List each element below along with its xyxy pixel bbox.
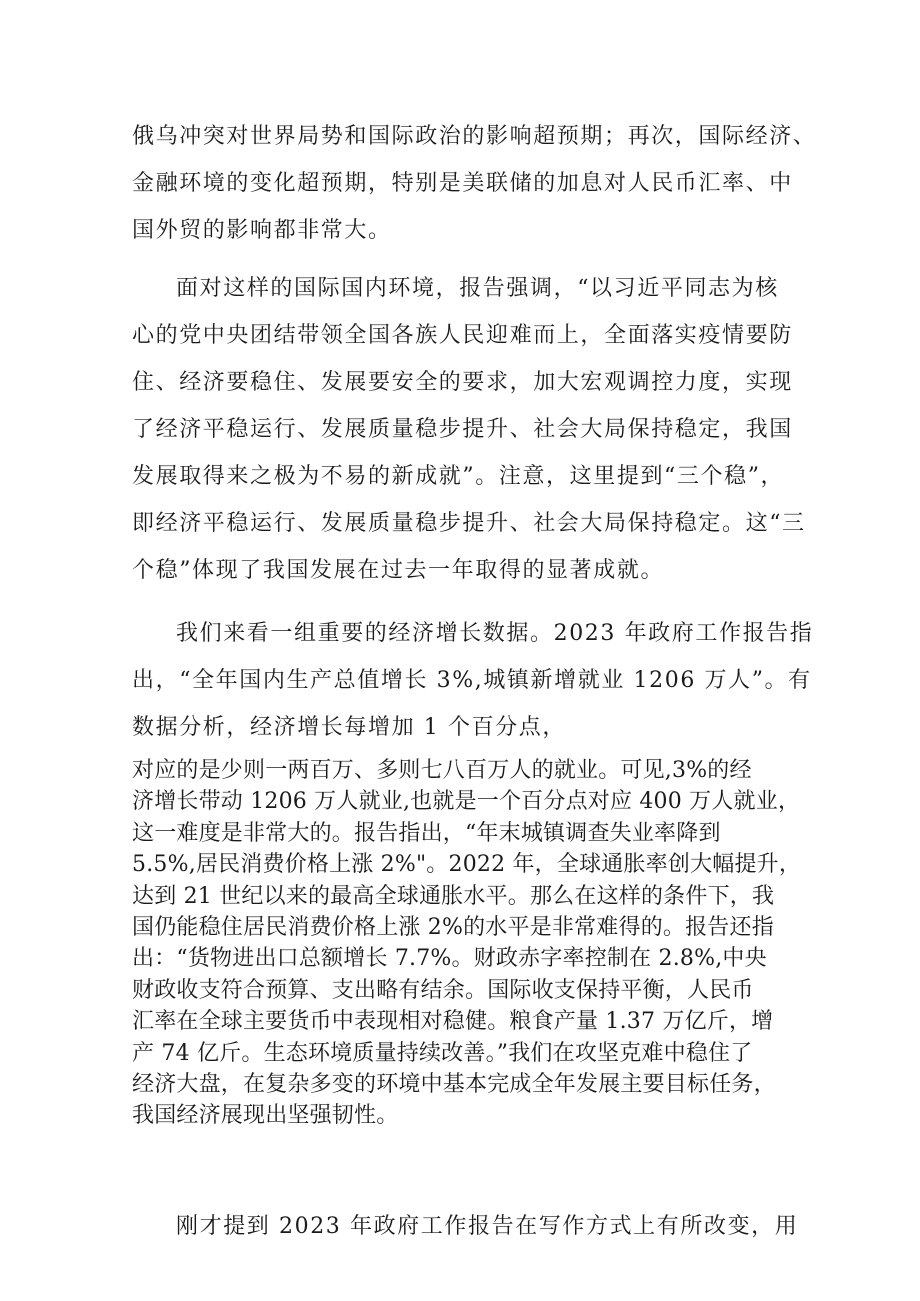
text-line: 发展取得来之极为不易的新成就”。注意，这里提到“三个稳”， [132, 464, 785, 489]
text-line: 数据分析，经济增长每增加 1 个百分点， [132, 715, 566, 740]
paragraph-2 [132, 265, 806, 594]
text-line: 个稳”体现了我国发展在过去一年取得的显著成就。 [132, 558, 665, 583]
text-line: 5.5%,居民消费价格上涨 2%"。2022 年，全球通胀率创大幅提升， [132, 852, 802, 878]
text-line: 这一难度是非常大的。报告指出，“年末城镇调查失业率降到 [132, 820, 721, 846]
text-line: 出：“货物进出口总额增长 7.7%。财政赤字率控制在 2.8%,中央 [132, 946, 767, 972]
paragraph-3 [132, 610, 814, 751]
text-line: 产 74 亿斤。生态环境质量持续改善。”我们在攻坚克难中稳住了 [132, 1040, 753, 1066]
text-line: 住、经济要稳住、发展要安全的要求，加大宏观调控力度，实现 [132, 370, 793, 395]
text-line: 我国经济展现出坚强韧性。 [132, 1103, 399, 1129]
text-line: 了经济平稳运行、发展质量稳步提升、社会大局保持稳定，我国 [132, 417, 793, 442]
text-line: 经济大盘，在复杂多变的环境中基本完成全年发展主要目标任务， [132, 1071, 776, 1097]
text-line: 汇率在全球主要货币中表现相对稳健。粮食产量 1.37 万亿斤，增 [132, 1009, 774, 1035]
text-line: 出，“全年国内生产总值增长 3%,城镇新增就业 1206 万人”。有 [132, 668, 812, 693]
text-line: 即经济平稳运行、发展质量稳步提升、社会大局保持稳定。这“三 [132, 511, 806, 536]
text-line: 国外贸的影响都非常大。 [132, 218, 392, 243]
text-line: 金融环境的变化超预期，特别是美联储的加息对人民币汇率、中 [132, 171, 793, 196]
text-line: 国仍能稳住居民消费价格上涨 2%的水平是非常难得的。报告还指 [132, 914, 774, 940]
paragraph-1 [132, 113, 817, 254]
text-line: 我们来看一组重要的经济增长数据。2023 年政府工作报告指 [176, 621, 814, 646]
text-line: 对应的是少则一两百万、多则七八百万人的就业。可见,3%的经 [132, 758, 752, 783]
paragraph-4 [132, 755, 800, 1132]
text-line: 俄乌冲突对世界局势和国际政治的影响超预期；再次，国际经济、 [132, 124, 817, 149]
paragraph-5 [132, 1203, 800, 1250]
text-line: 财政收支符合预算、支出略有结余。国际收支保持平衡，人民币 [132, 977, 754, 1003]
text-line: 面对这样的国际国内环境，报告强调，“以习近平同志为核 [176, 276, 779, 301]
text-line: 心的党中央团结带领全国各族人民迎难而上，全面落实疫情要防 [132, 323, 793, 348]
text-line: 达到 21 世纪以来的最高全球通胀水平。那么在这样的条件下，我 [132, 883, 775, 909]
text-line: 刚才提到 2023 年政府工作报告在写作方式上有所改变，用 [176, 1214, 799, 1239]
text-line: 济增长带动 1206 万人就业,也就是一个百分点对应 400 万人就业， [132, 789, 801, 815]
